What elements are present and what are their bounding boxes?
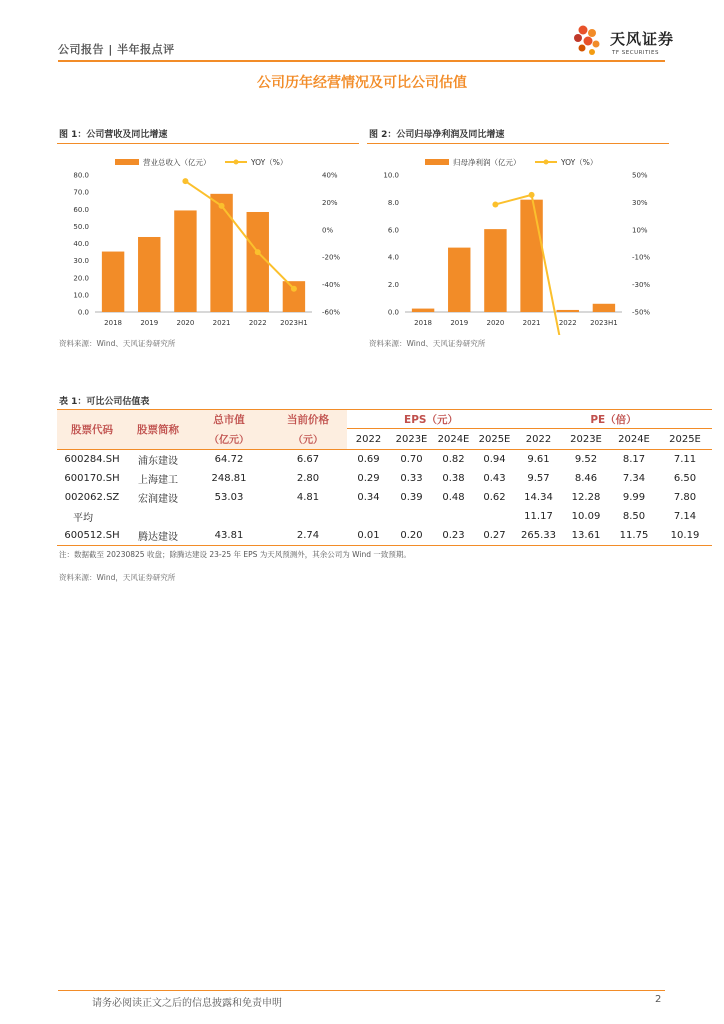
header-year: 2022 <box>525 433 552 445</box>
header-code: 股票代码 <box>57 410 127 450</box>
page-title: 公司历年经营情况及可比公司估值 <box>257 75 467 91</box>
report-breadcrumb: 公司报告 | 半年报点评 <box>58 43 175 56</box>
cell-pe: 265.33 <box>521 530 556 541</box>
cell-pe: 7.34 <box>622 473 646 484</box>
y-left-tick-label: 10.0 <box>73 291 89 300</box>
legend-bar-swatch <box>425 159 449 165</box>
cell-eps: 0.20 <box>400 530 423 541</box>
cell-pe: 8.46 <box>574 473 598 484</box>
header-name: 股票简称 <box>127 410 189 450</box>
table-title: 表 1：可比公司估值表 <box>59 397 150 407</box>
table-row-target <box>57 526 712 546</box>
y-right-tick-label: 20% <box>322 198 338 207</box>
y-left-tick-label: 10.0 <box>383 171 399 180</box>
cell-code: 600170.SH <box>64 473 120 484</box>
yoy-point <box>182 178 188 184</box>
y-left-tick-label: 6.0 <box>387 226 399 235</box>
cell-eps: 0.38 <box>442 473 465 484</box>
cell-pe: 9.99 <box>622 492 646 503</box>
y-left-tick-label: 80.0 <box>73 171 89 180</box>
cell-eps: 0.23 <box>442 530 465 541</box>
x-tick-label: 2022 <box>558 319 577 327</box>
cell-code: 600512.SH <box>64 530 120 541</box>
y-left-tick-label: 60.0 <box>73 205 89 214</box>
cell-pe: 14.34 <box>524 492 553 503</box>
cell-pe: 12.28 <box>571 492 601 503</box>
cell-pe: 7.11 <box>673 454 697 465</box>
x-tick-label: 2018 <box>104 319 122 327</box>
logo-icon <box>568 22 610 62</box>
header-mktcap: 总市值 <box>189 410 269 429</box>
y-left-tick-label: 50.0 <box>73 222 89 231</box>
header-year: 2022 <box>355 433 382 445</box>
cell-eps: 0.48 <box>442 492 465 503</box>
cell-pe: 8.17 <box>622 454 646 465</box>
table-note: 注：数据截至 20230825 收盘；除腾达建设 23-25 年 EPS 为天风预测外，其余公司为 Wind 一致预期。 <box>59 550 411 559</box>
bar <box>412 309 434 312</box>
cell-price: 6.67 <box>296 454 320 465</box>
figure1-title: 图 1：公司营收及同比增速 <box>59 130 168 140</box>
footer-divider <box>58 990 665 991</box>
cell-eps: 0.34 <box>357 492 380 503</box>
bar <box>210 194 232 312</box>
legend-line-marker <box>234 160 239 165</box>
header-price-unit: （元） <box>269 429 347 450</box>
header-divider <box>58 60 665 62</box>
y-right-tick-label: -60% <box>322 308 341 317</box>
y-left-tick-label: 20.0 <box>73 274 89 283</box>
y-left-tick-label: 40.0 <box>73 240 89 248</box>
y-right-tick-label: -40% <box>322 281 341 290</box>
cell-pe: 7.80 <box>673 492 697 503</box>
cell-avg-label: 平均 <box>73 513 93 524</box>
cell-eps: 0.70 <box>400 454 423 465</box>
x-tick-label: 2020 <box>176 319 195 327</box>
figure1-divider <box>57 143 359 144</box>
cell-code: 600284.SH <box>64 454 120 465</box>
header-year: 2025E <box>478 433 511 445</box>
header-year: 2024E <box>437 433 470 445</box>
cell-eps: 0.29 <box>357 473 380 484</box>
cell-pe: 9.57 <box>527 473 550 484</box>
y-right-tick-label: -50% <box>632 308 651 317</box>
header-price: 当前价格 <box>269 410 347 429</box>
yoy-point <box>219 203 225 209</box>
logo-text-en: TF SECURITIES <box>612 50 659 56</box>
cell-eps: 0.94 <box>483 454 506 465</box>
revenue-chart <box>57 150 359 335</box>
y-left-tick-label: 0.0 <box>387 308 399 317</box>
valuation-table <box>57 410 712 546</box>
cell-name: 浦东建设 <box>138 456 178 467</box>
cell-eps: 0.33 <box>400 473 423 484</box>
bar <box>102 252 124 312</box>
bar <box>557 310 579 312</box>
cell-pe: 10.19 <box>670 530 700 541</box>
logo-text-cn: 天风证券 <box>610 30 675 48</box>
y-left-tick-label: 2.0 <box>387 281 399 290</box>
table-row-average <box>57 507 712 526</box>
y-right-tick-label: 50% <box>632 171 648 180</box>
x-tick-label: 2023H1 <box>590 319 618 327</box>
y-right-tick-label: -20% <box>322 253 341 262</box>
cell-pe: 9.52 <box>574 454 598 465</box>
yoy-point <box>529 192 535 198</box>
y-right-tick-label: 30% <box>632 198 648 207</box>
cell-mktcap: 43.81 <box>214 530 244 541</box>
yoy-point <box>291 286 297 292</box>
bar <box>247 212 269 312</box>
y-left-tick-label: 8.0 <box>387 198 399 207</box>
page-number: 2 <box>655 994 662 1005</box>
x-tick-label: 2023H1 <box>280 319 308 327</box>
cell-eps: 0.82 <box>442 454 465 465</box>
cell-name: 宏润建设 <box>138 494 178 505</box>
y-right-tick-label: -30% <box>632 281 651 290</box>
cell-eps: 0.62 <box>483 492 506 503</box>
table-row <box>57 450 712 470</box>
bar <box>484 229 506 312</box>
bar <box>138 237 160 312</box>
figure2-source: 资料来源：Wind、天风证券研究所 <box>369 339 486 348</box>
yoy-line <box>185 181 294 289</box>
y-left-tick-label: 4.0 <box>387 253 399 262</box>
cell-eps: 0.39 <box>400 492 423 503</box>
legend-line-label: YOY（%） <box>251 158 288 167</box>
bar <box>520 200 542 312</box>
cell-price: 4.81 <box>296 492 320 503</box>
y-left-tick-label: 0.0 <box>77 308 89 317</box>
cell-mktcap: 53.03 <box>214 492 244 503</box>
cell-pe: 11.17 <box>524 511 553 522</box>
cell-eps: 0.27 <box>483 530 506 541</box>
x-tick-label: 2021 <box>212 319 231 327</box>
header-mktcap-unit: （亿元） <box>189 429 269 450</box>
y-right-tick-label: -10% <box>632 253 651 262</box>
y-right-tick-label: 40% <box>322 171 338 180</box>
legend-bar-label: 归母净利润（亿元） <box>453 158 521 167</box>
cell-eps: 0.43 <box>483 473 506 484</box>
header-year: 2024E <box>618 433 650 445</box>
cell-code: 002062.SZ <box>64 492 120 503</box>
x-tick-label: 2019 <box>140 319 159 327</box>
header-year: 2023E <box>570 433 602 445</box>
figure2-title: 图 2：公司归母净利润及同比增速 <box>369 130 505 140</box>
cell-name: 腾达建设 <box>138 532 178 543</box>
cell-pe: 8.50 <box>622 511 646 522</box>
cell-pe: 13.61 <box>571 530 601 541</box>
yoy-point <box>255 249 261 255</box>
cell-pe: 7.14 <box>673 511 697 522</box>
y-left-tick-label: 30.0 <box>73 257 89 266</box>
table-row <box>57 488 712 507</box>
figure1-source: 资料来源：Wind、天风证券研究所 <box>59 339 176 348</box>
header-pe: PE（倍） <box>515 410 712 429</box>
x-tick-label: 2022 <box>248 319 267 327</box>
x-tick-label: 2021 <box>522 319 541 327</box>
cell-pe: 10.09 <box>571 511 601 522</box>
net-profit-chart <box>367 150 669 335</box>
legend-bar-label: 营业总收入（亿元） <box>143 158 211 167</box>
bar <box>174 210 196 312</box>
yoy-point <box>492 201 498 207</box>
cell-mktcap: 64.72 <box>214 454 244 465</box>
cell-mktcap: 248.81 <box>211 473 247 484</box>
cell-pe: 6.50 <box>673 473 697 484</box>
x-tick-label: 2019 <box>450 319 469 327</box>
cell-name: 上海建工 <box>138 475 178 486</box>
legend-line-marker <box>544 160 549 165</box>
x-tick-label: 2020 <box>486 319 505 327</box>
cell-price: 2.80 <box>296 473 320 484</box>
table-row <box>57 469 712 488</box>
header-year: 2025E <box>669 433 701 445</box>
y-right-tick-label: 0% <box>322 226 334 235</box>
cell-pe: 11.75 <box>619 530 649 541</box>
bar <box>593 304 615 312</box>
header-eps: EPS（元） <box>347 410 515 429</box>
x-tick-label: 2018 <box>414 319 432 327</box>
cell-eps: 0.69 <box>357 454 380 465</box>
legend-bar-swatch <box>115 159 139 165</box>
header-year: 2023E <box>395 433 428 445</box>
y-left-tick-label: 70.0 <box>73 188 89 197</box>
legend-line-label: YOY（%） <box>561 158 598 167</box>
bar <box>448 248 470 312</box>
table-source: 资料来源：Wind，天风证券研究所 <box>59 573 176 582</box>
company-logo <box>568 22 688 62</box>
figure2-divider <box>367 143 669 144</box>
cell-eps: 0.01 <box>357 530 380 541</box>
cell-price: 2.74 <box>296 530 320 541</box>
table-header-row-1 <box>57 410 712 429</box>
cell-pe: 9.61 <box>527 454 550 465</box>
footer-disclaimer: 请务必阅读正文之后的信息披露和免责申明 <box>92 998 282 1009</box>
y-right-tick-label: 10% <box>632 226 648 235</box>
